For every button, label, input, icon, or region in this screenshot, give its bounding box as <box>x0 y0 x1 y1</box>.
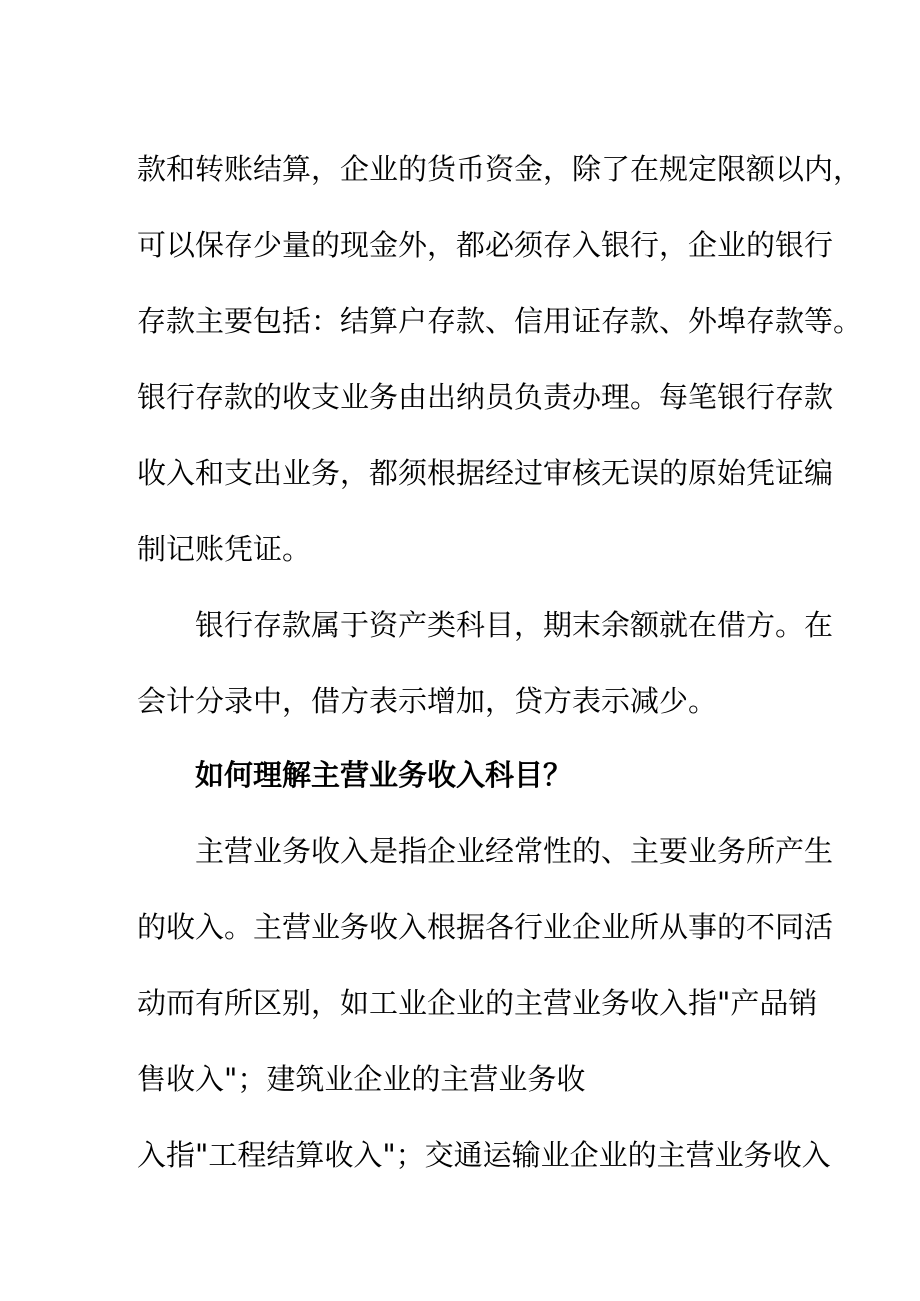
body-text-line: 款和转账结算，企业的货币资金，除了在规定限额以内， <box>137 152 863 186</box>
body-text-line: 入指"工程结算收入"；交通运输业企业的主营业务收入 <box>137 1138 831 1172</box>
body-text-line: 收入和支出业务，都须根据经过审核无误的原始凭证编 <box>137 456 834 490</box>
body-text-line: 制记账凭证。 <box>137 532 312 566</box>
body-text-line: 存款主要包括：结算户存款、信用证存款、外埠存款等。 <box>137 304 863 338</box>
section-heading: 如何理解主营业务收入科目？ <box>195 758 573 792</box>
body-text-line: 的收入。主营业务收入根据各行业企业所从事的不同活 <box>137 910 834 944</box>
body-text-line: 银行存款的收支业务由出纳员负责办理。每笔银行存款 <box>137 380 834 414</box>
body-text-line: 售收入"；建筑业企业的主营业务收 <box>137 1062 586 1096</box>
body-text-line: 可以保存少量的现金外，都必须存入银行，企业的银行 <box>137 228 834 262</box>
body-text-line: 会计分录中，借方表示增加，贷方表示减少。 <box>137 684 718 718</box>
body-text-line: 主营业务收入是指企业经常性的、主要业务所产生 <box>195 834 834 868</box>
body-text-line: 动而有所区别，如工业企业的主营业务收入指"产品销 <box>137 986 818 1020</box>
body-text-line: 银行存款属于资产类科目，期末余额就在借方。在 <box>195 608 834 642</box>
